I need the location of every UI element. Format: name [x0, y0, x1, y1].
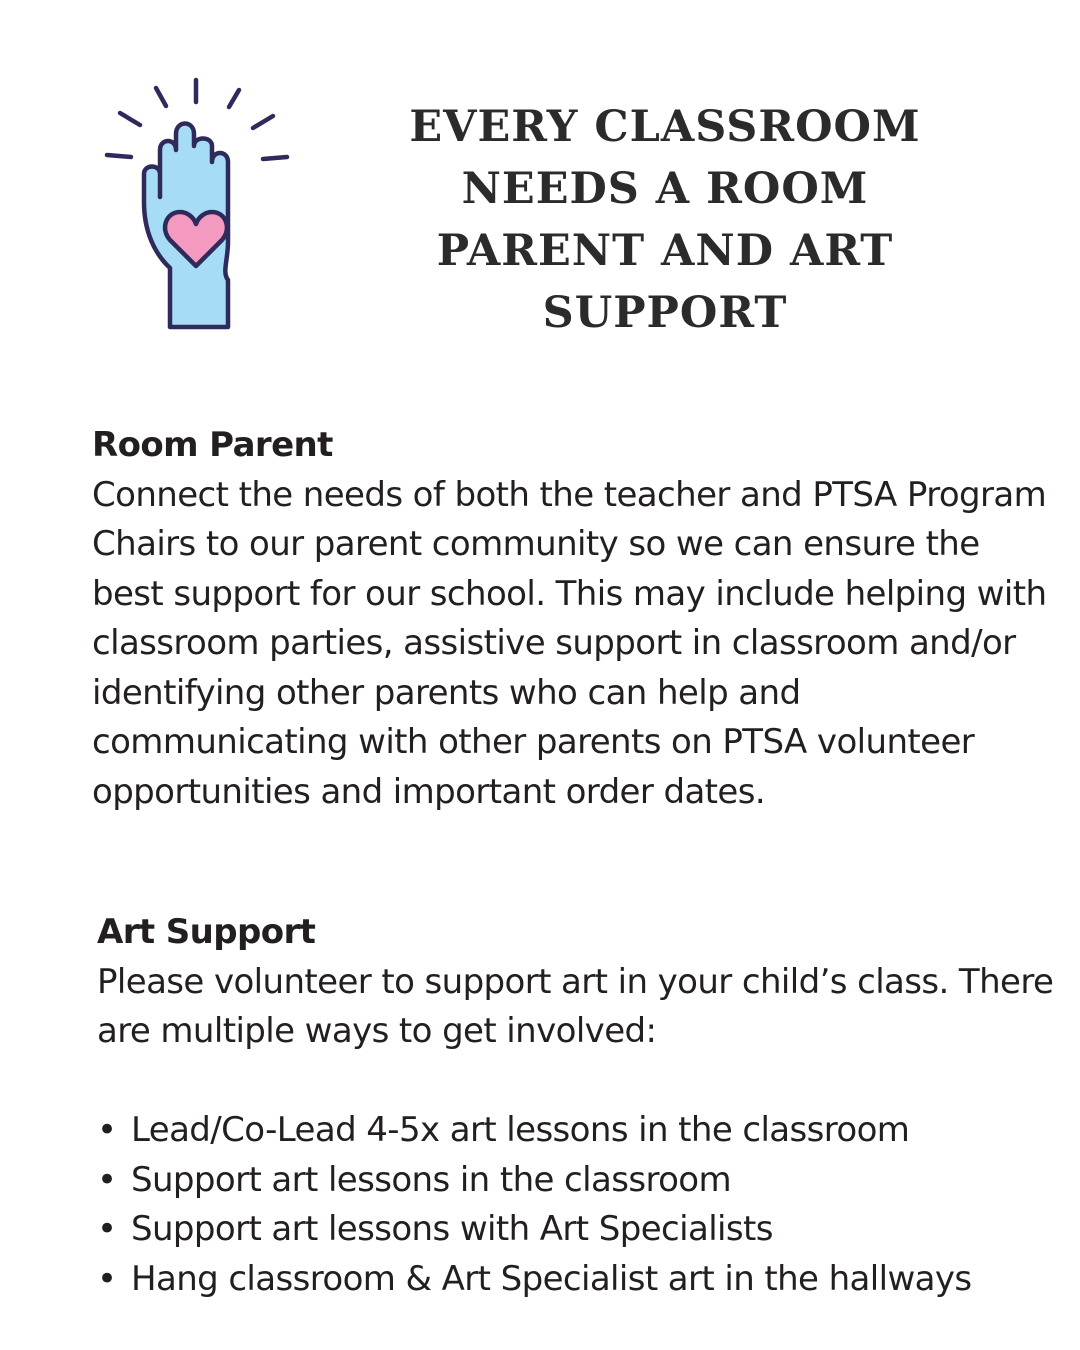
room-parent-section — [92, 421, 1052, 817]
headline — [380, 96, 950, 344]
ray-line — [107, 155, 131, 157]
headline-line: PARENT AND ART — [436, 226, 894, 276]
list-item: • Support art lessons in the classroom — [97, 1156, 1057, 1206]
room-parent-title: Room Parent — [92, 425, 333, 465]
headline-line: NEEDS A ROOM — [461, 164, 869, 214]
art-support-title: Art Support — [97, 912, 316, 952]
room-parent-body: Connect the needs of both the teacher and PTSA Program Chairs to our parent community so we can ensure the best support for our school. This may include helping with classroom parties, assistive support in classroom and/or identifying other parents who can help and communicating with other parents on PTSA volunteer opportunities and important order dates. — [92, 474, 1047, 812]
list-item: • Hang classroom & Art Specialist art in the hallways — [97, 1255, 1057, 1305]
ray-line — [253, 116, 273, 128]
raised-hand-heart-icon — [100, 72, 295, 334]
ray-line — [229, 90, 239, 107]
ray-line — [263, 157, 287, 159]
art-support-list — [97, 1106, 1057, 1304]
ray-line — [156, 88, 166, 106]
art-support-intro: Please volunteer to support art in your child’s class. There are multiple ways to get involved: — [97, 961, 1054, 1051]
ray-line — [120, 113, 140, 125]
list-item: • Support art lessons with Art Specialists — [97, 1205, 1057, 1255]
headline-line: EVERY CLASSROOM — [409, 102, 921, 152]
art-support-section — [97, 908, 1057, 1057]
list-item: • Lead/Co-Lead 4-5x art lessons in the classroom — [97, 1106, 1057, 1156]
headline-line: SUPPORT — [542, 288, 788, 338]
